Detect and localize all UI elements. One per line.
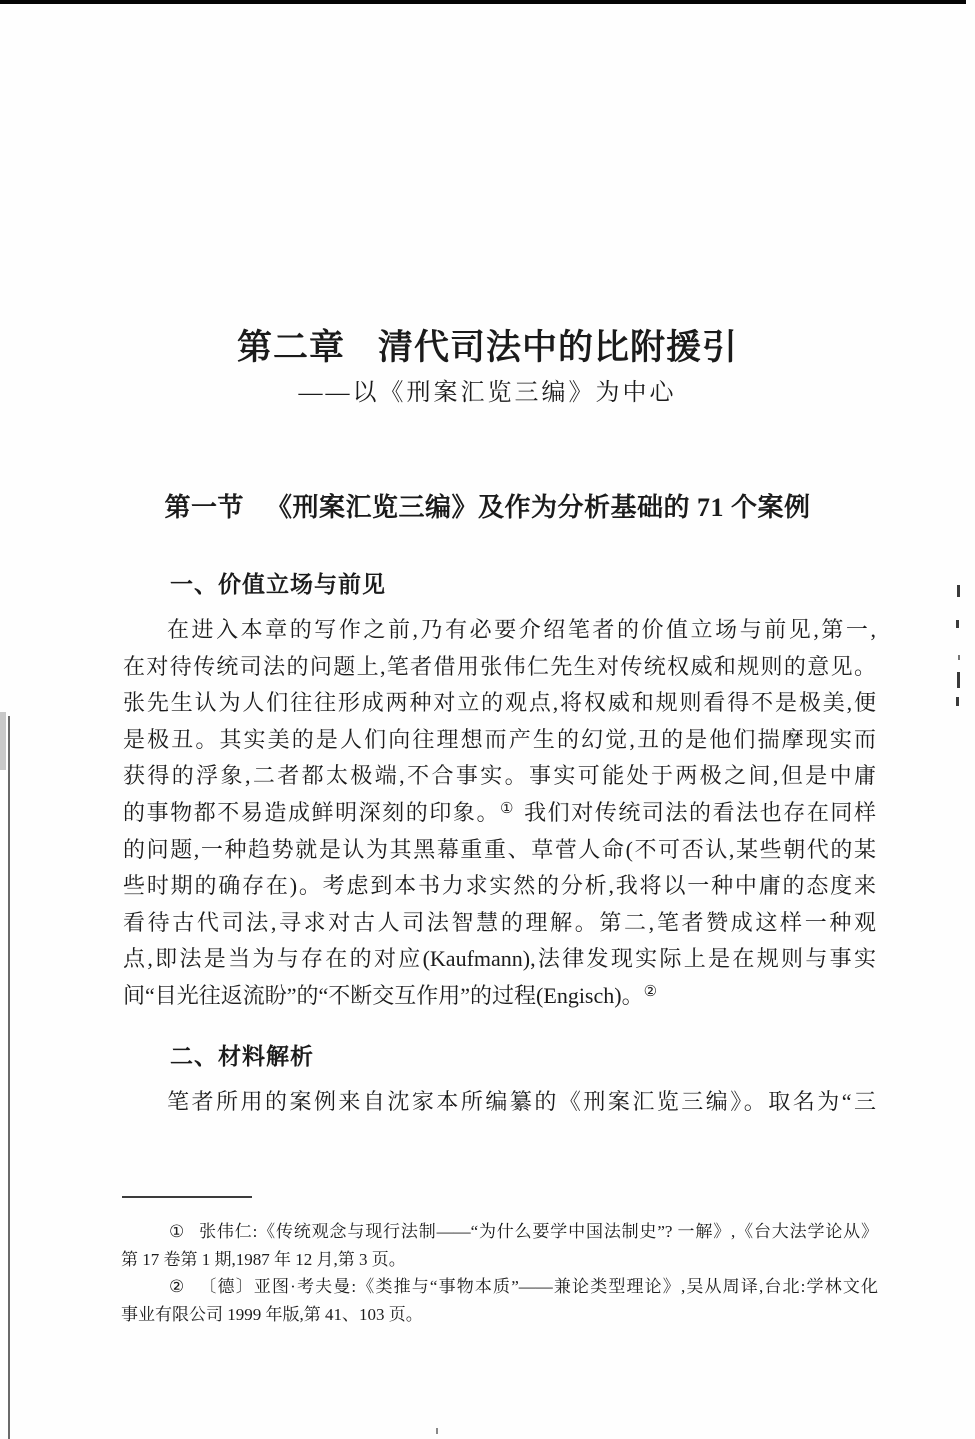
body-line: 的问题,一种趋势就是认为其黑幕重重、草菅人命(不可否认,某些朝代的某 [123,836,876,862]
footnote-text: 〔德〕亚图·考夫曼:《类推与“事物本质”——兼论类型理论》,吴从周译,台北:学林文化 [199,1277,878,1296]
scan-speck-artifact [436,1428,438,1434]
body-line [123,795,876,832]
scan-speck-artifact [957,672,960,688]
body-line: 看待古代司法,寻求对古人司法智慧的理解。第二,笔者赞成这样一种观 [123,909,876,935]
footnote-text: 张伟仁:《传统观念与现行法制——“为什么要学中国法制史”? 一解》,《台大法学论从》 [199,1222,878,1241]
section-number: 第一节 [164,493,244,522]
body-line [123,978,876,1015]
footnote-1-line-1 [121,1218,878,1246]
body-text: 的事物都不易造成鲜明深刻的印象。 [123,799,501,825]
scan-speck-artifact [956,620,959,628]
chapter-title: 清代司法中的比附援引 [378,328,739,367]
footnote-2-line-2: 事业有限公司 1999 年版,第 41、103 页。 [121,1304,423,1324]
footnote-marker-1: ① [169,1222,186,1241]
body-line: 在对待传统司法的问题上,笔者借用张伟仁先生对传统权威和规则的意见。 [123,653,876,679]
footnote-reference-2: ② [643,983,658,1000]
footnotes-block [121,1218,878,1328]
subsection-heading-1: 一、价值立场与前见 [170,571,386,597]
scan-left-edge-smudge-artifact [0,712,6,770]
section-heading [0,487,975,524]
chapter-number: 第二章 [236,328,345,367]
body-line: 在进入本章的写作之前,乃有必要介绍笔者的价值立场与前见,第一, [167,617,876,642]
body-text: 我们对传统司法的看法也存在同样 [524,799,876,825]
body-line: 点,即法是当为与存在的对应(Kaufmann),法律发现实际上是在规则与事实 [123,946,876,972]
scan-speck-artifact [958,655,960,660]
scan-speck-artifact [956,697,959,706]
footnote-1-line-2: 第 17 卷第 1 期,1987 年 12 月,第 3 页。 [121,1249,406,1269]
scan-top-edge-artifact [0,0,966,4]
paragraph-2 [123,1084,876,1121]
body-text: 间“目光往返流盼”的“不断交互作用”的过程(Engisch)。 [123,982,644,1008]
body-line: 获得的浮象,二者都太极端,不合事实。事实可能处于两极之间,但是中庸 [123,763,876,789]
subsection-heading-2: 二、材料解析 [170,1043,314,1069]
scan-speck-artifact [957,585,960,597]
body-line: 些时期的确存在)。考虑到本书力求实然的分析,我将以一种中庸的态度来 [123,873,876,899]
paragraph-1 [123,612,876,1015]
footnote-separator-rule [122,1196,252,1198]
body-line: 是极丑。其实美的是人们向往理想而产生的幻觉,丑的是他们揣摩现实而 [123,726,876,752]
footnote-reference-1: ① [500,800,516,817]
body-line: 笔者所用的案例来自沈家本所编纂的《刑案汇览三编》。取名为“三 [167,1089,876,1114]
footnote-2-line-1 [121,1273,878,1301]
chapter-subtitle: ——以《刑案汇览三编》为中心 [298,380,677,406]
scan-left-edge-line-artifact [8,716,10,1439]
footnote-marker-2: ② [169,1277,186,1296]
body-line: 张先生认为人们往往形成两种对立的观点,将权威和规则看得不是极美,便 [123,690,876,716]
chapter-heading [0,320,975,370]
section-title: 《刑案汇览三编》及作为分析基础的 71 个案例 [266,493,811,522]
